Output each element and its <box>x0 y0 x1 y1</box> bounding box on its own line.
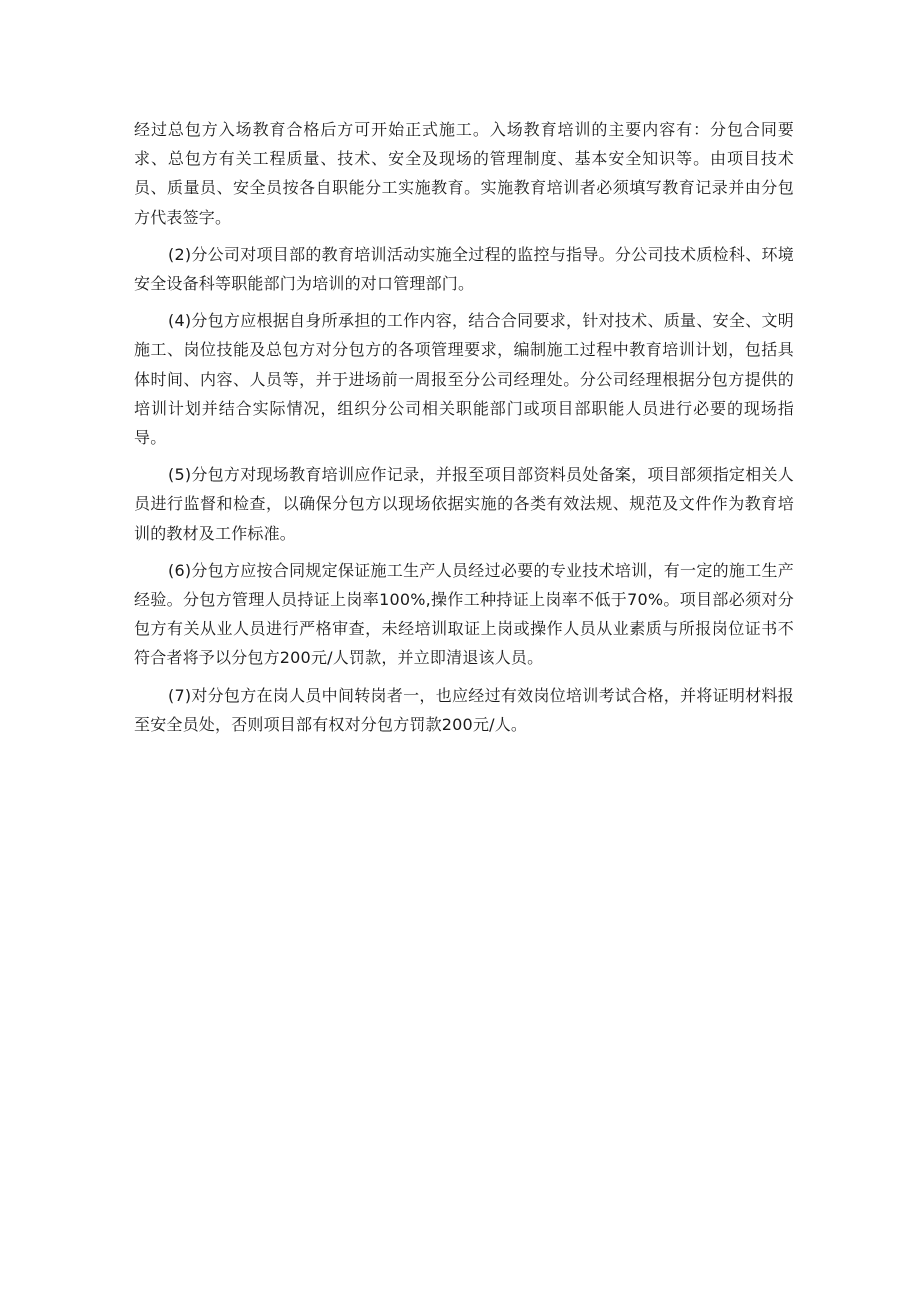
paragraph-item-5: (5)分包方对现场教育培训应作记录，并报至项目部资料员处备案，项目部须指定相关人员进行监督和检查，以确保分包方以现场依据实施的各类有效法规、规范及文件作为教育培训的教材及工作标准。 <box>134 465 794 543</box>
paragraph-intro: 经过总包方入场教育合格后方可开始正式施工。入场教育培训的主要内容有：分包合同要求、总包方有关工程质量、技术、安全及现场的管理制度、基本安全知识等。由项目技术员、质量员、安全员按各自职能分工实施教育。实施教育培训者必须填写教育记录并由分包方代表签字。 <box>134 120 794 227</box>
paragraph-item-2: (2)分公司对项目部的教育培训活动实施全过程的监控与指导。分公司技术质检科、环境安全设备科等职能部门为培训的对口管理部门。 <box>134 244 794 294</box>
paragraph-item-7: (7)对分包方在岗人员中间转岗者一，也应经过有效岗位培训考试合格，并将证明材料报至安全员处，否则项目部有权对分包方罚款200元/人。 <box>134 685 794 734</box>
document-body <box>134 115 794 739</box>
paragraph-item-6: (6)分包方应按合同规定保证施工生产人员经过必要的专业技术培训，有一定的施工生产经验。分包方管理人员持证上岗率100%,操作工种持证上岗率不低于70%。项目部必须对分包方有关从业人员进行严格审查，未经培训取证上岗或操作人员从业素质与所报岗位证书不符合者将予以分包方200元/人罚款，并立即清退该人员。 <box>134 560 794 668</box>
paragraph-item-4: (4)分包方应根据自身所承担的工作内容，结合合同要求，针对技术、质量、安全、文明施工、岗位技能及总包方对分包方的各项管理要求，编制施工过程中教育培训计划，包括具体时间、内容、人员等，并于进场前一周报至分公司经理处。分公司经理根据分包方提供的培训计划并结合实际情况，组织分公司相关职能部门或项目部职能人员进行必要的现场指导。 <box>134 311 794 448</box>
